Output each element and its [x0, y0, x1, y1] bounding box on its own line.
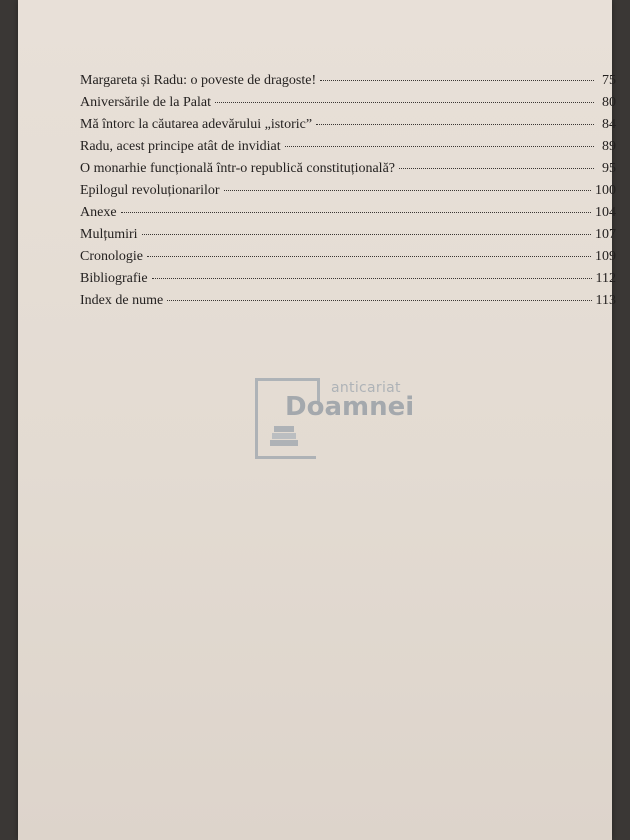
toc-entry-title: Radu, acest principe atât de invidiat	[80, 139, 281, 154]
toc-entry-page: 109	[595, 249, 616, 264]
books-icon	[269, 422, 299, 448]
toc-dot-leader	[399, 168, 594, 169]
toc-entry-page: 100	[595, 183, 616, 198]
toc-entry-title: Aniversările de la Palat	[80, 95, 212, 110]
toc-entry-page: 107	[595, 227, 616, 242]
toc-entry-title: Cronologie	[80, 249, 143, 264]
toc-dot-leader	[167, 300, 591, 301]
toc-entry-page: 80	[602, 95, 616, 110]
toc-entry-title: Bibliografie	[80, 271, 148, 286]
toc-entry	[80, 205, 616, 227]
toc-entry-page: 104	[595, 205, 616, 220]
toc-entry	[80, 183, 616, 205]
toc-entry-title: Margareta și Radu: o poveste de dragoste!	[80, 73, 317, 88]
toc-entry	[80, 95, 616, 117]
toc-entry	[80, 139, 616, 161]
toc-entry-page: 84	[602, 117, 616, 132]
toc-entry-title: Anexe	[80, 205, 117, 220]
toc-entry	[80, 117, 616, 139]
toc-entry	[80, 227, 616, 249]
toc-entry	[80, 249, 616, 271]
toc-dot-leader	[285, 146, 594, 147]
toc-entry	[80, 271, 616, 293]
toc-dot-leader	[121, 212, 591, 213]
toc-entry	[80, 293, 616, 315]
toc-entry-page: 113	[595, 293, 616, 308]
anticariat-doamnei-watermark	[255, 378, 425, 462]
toc-dot-leader	[152, 278, 592, 279]
toc-entry-page: 89	[602, 139, 616, 154]
toc-entry-title: O monarhie funcțională într-o republică constituțională?	[80, 161, 395, 176]
toc-entry-page: 112	[595, 271, 616, 286]
toc-dot-leader	[215, 102, 594, 103]
toc-dot-leader	[320, 80, 594, 81]
book-page	[18, 0, 616, 840]
toc-entry-page: 75	[602, 73, 616, 88]
toc-entry-title: Mă întorc la căutarea adevărului „istoric”	[80, 117, 313, 132]
toc-entry-page: 95	[602, 161, 616, 176]
toc-dot-leader	[142, 234, 591, 235]
toc-entry-title: Index de nume	[80, 293, 164, 308]
toc-entry	[80, 161, 616, 183]
toc-entry-title: Mulțumiri	[80, 227, 138, 242]
watermark-small-text: anticariat	[331, 380, 401, 396]
toc-entry	[80, 73, 616, 95]
watermark-big-text: Doamnei	[285, 392, 415, 422]
toc-dot-leader	[147, 256, 591, 257]
toc-dot-leader	[316, 124, 594, 125]
toc-entry-title: Epilogul revoluționarilor	[80, 183, 220, 198]
toc-dot-leader	[224, 190, 591, 191]
table-of-contents	[80, 73, 616, 315]
